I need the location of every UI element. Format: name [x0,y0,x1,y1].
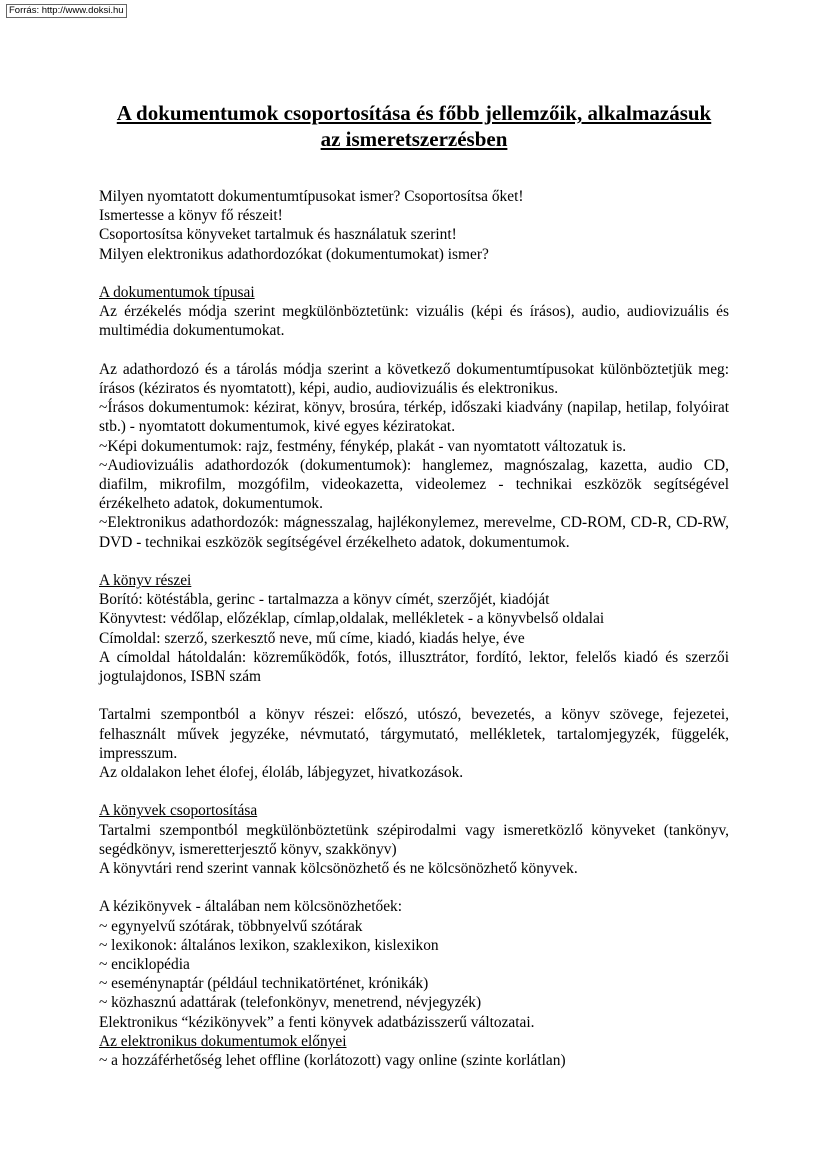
question-item: Milyen nyomtatott dokumentumtípusokat ismer? Csoportosítsa őket! [99,188,524,205]
question-item: Csoportosítsa könyveket tartalmuk és használatuk szerint! [99,226,457,244]
list-intro: A kézikönyvek - általában nem kölcsönözhetőek: [99,898,403,916]
question-list [99,187,729,264]
section-heading-book-grouping: A könyvek csoportosítása [99,802,258,820]
paragraph: Az érzékelés módja szerint megkülönböztetünk: vizuális (képi és írásos), audio, audiovizuális és multimédia dokumentumokat. [99,303,729,340]
list-item: ~Írásos dokumentumok: kézirat, könyv, brosúra, térkép, időszaki kiadvány (napilap, hetilap, folyóirat stb.) - nyomtatott dokumentumok, kivé egyes kéziratokat. [99,399,729,436]
list-item: ~ közhasznú adattárak (telefonkönyv, menetrend, névjegyzék) [99,994,482,1012]
paragraph: A könyvtári rend szerint vannak kölcsönözhető és ne kölcsönözhető könyvek. [99,860,578,878]
page-title-line1: A dokumentumok csoportosítása és főbb jellemzőik, alkalmazásuk [116,101,712,125]
list-item: ~ egynyelvű szótárak, többnyelvű szótárak [99,917,363,935]
question-item: Milyen elektronikus adathordozókat (dokumentumokat) ismer? [99,245,489,263]
paragraph: Elektronikus “kézikönyvek” a fenti könyvek adatbázisszerű változatai. [99,1013,535,1031]
source-label: Forrás: http://www.doksi.hu [6,4,127,18]
list-item: ~Audiovizuális adathordozók (dokumentumok): hanglemez, magnószalag, kazetta, audio CD, diafilm, mikrofilm, mozgófilm, videokazetta, videolemez - technikai eszközök segítségével érzékelheto adatok, dokumentumok. [99,456,729,513]
question-item: Ismertesse a könyv fő részeit! [99,207,283,225]
section-heading-document-types: A dokumentumok típusai [99,284,255,301]
paragraph: Tartalmi szempontból megkülönböztetünk szépirodalmi vagy ismeretközlő könyveket (tankönyv, segédkönyv, ismeretterjesztő könyv, szakkönyv) [99,821,729,858]
page-title-line2: az ismeretszerzésben [320,127,508,151]
list-item: ~ a hozzáférhetőség lehet offline (korlátozott) vagy online (szinte korlátlan) [99,1052,566,1070]
list-item: ~Elektronikus adathordozók: mágnesszalag, hajlékonylemez, merevelme, CD-ROM, CD-R, CD-RW, DVD - technikai eszközök segítségével érzékelheto adatok, dokumentumok. [99,514,729,551]
section-heading-book-parts: A könyv részei [99,572,192,590]
list-item: ~ lexikonok: általános lexikon, szaklexikon, kislexikon [99,936,439,954]
paragraph: Könyvtest: védőlap, előzéklap, címlap,oldalak, mellékletek - a könyvbelső oldalai [99,610,605,628]
paragraph: A címoldal hátoldalán: közreműködők, fotós, illusztrátor, fordító, lektor, felelős kiadó és szerzői jogtulajdonos, ISBN szám [99,648,729,686]
list-item: ~ eseménynaptár (például technikatörténet, krónikák) [99,975,429,993]
page-title [99,100,729,152]
document-body [99,187,729,1070]
paragraph: Az oldalakon lehet élofej, éloláb, lábjegyzet, hivatkozások. [99,764,464,782]
paragraph: Tartalmi szempontból a könyv részei: előszó, utószó, bevezetés, a könyv szövege, fejezetei, felhasznált művek jegyzéke, névmutató, tárgymutató, mellékletek, tartalomjegyzék, függelék, impresszum. [99,706,729,762]
list-item: ~Képi dokumentumok: rajz, festmény, fénykép, plakát - van nyomtatott változatuk is. [99,437,627,455]
list-item: ~ enciklopédia [99,956,190,974]
paragraph: Címoldal: szerző, szerkesztő neve, mű címe, kiadó, kiadás helye, éve [99,629,525,647]
paragraph: Borító: kötéstábla, gerinc - tartalmazza a könyv címét, szerzőjét, kiadóját [99,591,550,609]
section-heading-electronic-advantages: Az elektronikus dokumentumok előnyei [99,1032,347,1050]
paragraph: Az adathordozó és a tárolás módja szerint a következő dokumentumtípusokat különböztetjük meg: írásos (kéziratos és nyomtatott), képi, audio, audiovizuális és elektronikus. [99,360,729,397]
